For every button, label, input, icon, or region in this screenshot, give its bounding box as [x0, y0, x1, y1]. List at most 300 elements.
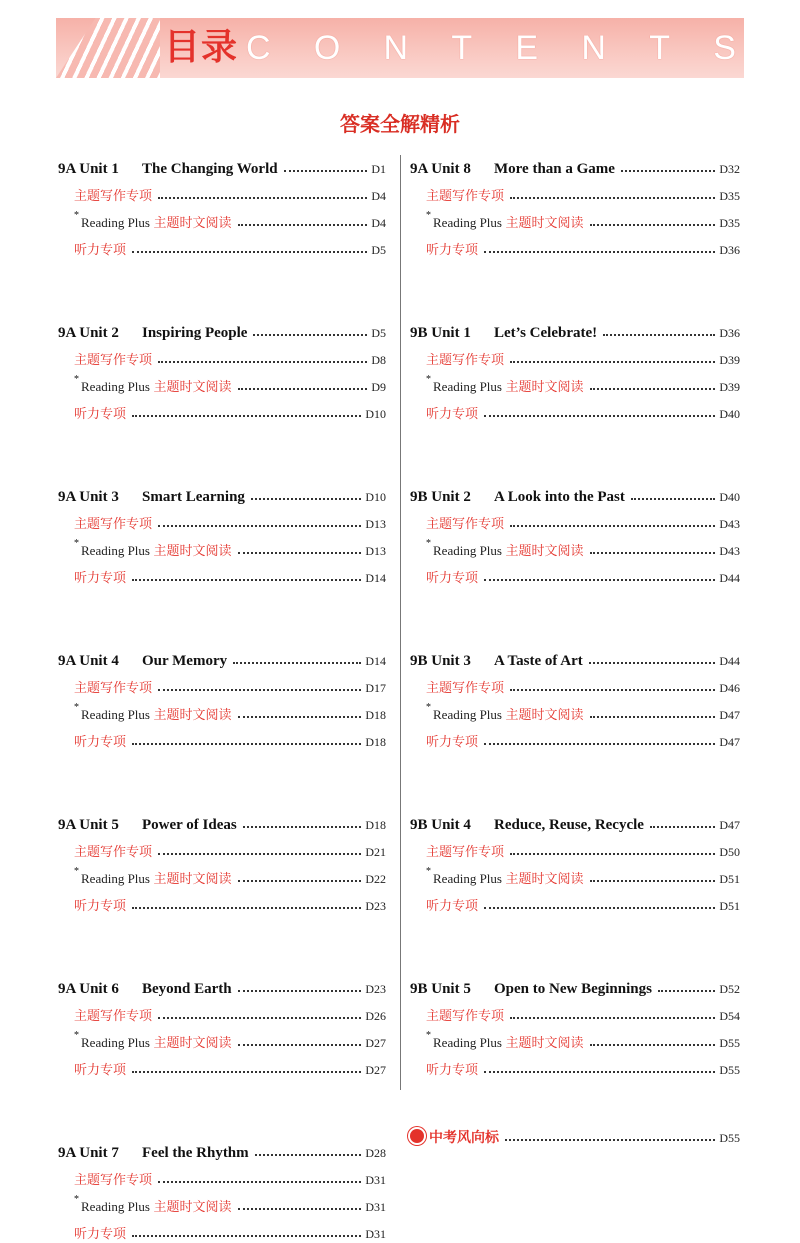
- listening-row-label: [74, 1223, 126, 1243]
- dot-leader: [590, 388, 716, 390]
- page-number: D31: [365, 1200, 386, 1214]
- unit-row-label: [410, 653, 583, 670]
- unit-row[interactable]: [410, 642, 740, 670]
- unit-row[interactable]: [58, 1134, 386, 1162]
- listening-row-label: [426, 731, 478, 751]
- reading-topic-label: 主题时文阅读: [153, 872, 232, 887]
- writing-row-label: [74, 513, 152, 533]
- listening-label: 听力专项: [74, 899, 127, 914]
- dot-leader: [158, 525, 361, 527]
- page-number: D26: [365, 1009, 386, 1023]
- unit-row-label: [58, 817, 237, 834]
- dot-leader: [510, 689, 715, 691]
- reading-row-label: [426, 868, 584, 888]
- star-mark: *: [426, 702, 431, 713]
- unit-row[interactable]: [58, 970, 386, 998]
- writing-row[interactable]: [410, 998, 740, 1025]
- listening-row-label: [74, 895, 126, 915]
- unit-title: Inspiring People: [142, 325, 248, 341]
- unit-code: 9B Unit 4: [410, 817, 471, 833]
- unit-spacer: [410, 259, 740, 314]
- listening-row[interactable]: [58, 724, 386, 751]
- unit-title: A Taste of Art: [494, 653, 583, 669]
- page-number: D43: [719, 517, 740, 531]
- unit-entry: [410, 478, 740, 587]
- listening-row[interactable]: [410, 888, 740, 915]
- unit-spacer: [410, 423, 740, 478]
- reading-row[interactable]: [410, 1025, 740, 1052]
- unit-code: 9B Unit 1: [410, 325, 471, 341]
- unit-row-label: [410, 161, 615, 178]
- reading-row-label: [426, 704, 584, 724]
- reading-topic-label: 主题时文阅读: [505, 380, 584, 395]
- writing-label: 主题写作专项: [74, 681, 153, 696]
- page-number: D51: [719, 899, 740, 913]
- dot-leader: [132, 251, 367, 253]
- listening-label: 听力专项: [74, 1063, 127, 1078]
- unit-row[interactable]: [410, 478, 740, 506]
- page-number: D51: [719, 872, 740, 886]
- dot-leader: [238, 1044, 362, 1046]
- dot-leader: [505, 1139, 715, 1141]
- listening-row[interactable]: [58, 888, 386, 915]
- unit-title: Let’s Celebrate!: [494, 325, 598, 341]
- page-number: D10: [365, 407, 386, 421]
- star-mark: *: [74, 374, 79, 385]
- listening-label: 听力专项: [426, 243, 479, 258]
- dot-leader: [590, 880, 716, 882]
- reading-topic-label: 主题时文阅读: [153, 1200, 232, 1215]
- dot-leader: [510, 197, 715, 199]
- page-number: D39: [719, 380, 740, 394]
- page-number: D44: [719, 654, 740, 668]
- unit-row[interactable]: [58, 806, 386, 834]
- page-number: D50: [719, 845, 740, 859]
- dot-leader: [621, 170, 715, 172]
- listening-label: 听力专项: [426, 407, 479, 422]
- page-number: D32: [719, 162, 740, 176]
- writing-row[interactable]: [58, 670, 386, 697]
- reading-topic-label: 主题时文阅读: [153, 216, 232, 231]
- writing-row-label: [426, 349, 504, 369]
- dot-leader: [510, 361, 715, 363]
- unit-code: 9A Unit 5: [58, 817, 119, 833]
- page-number: D4: [371, 216, 386, 230]
- page-number: D5: [371, 326, 386, 340]
- unit-row[interactable]: [410, 970, 740, 998]
- unit-code: 9B Unit 2: [410, 489, 471, 505]
- unit-row-label: [58, 325, 247, 342]
- page-number: D36: [719, 243, 740, 257]
- page-number: D27: [365, 1036, 386, 1050]
- contents-letter: N: [383, 28, 409, 67]
- unit-row-label: [410, 325, 597, 342]
- listening-row[interactable]: [58, 396, 386, 423]
- unit-row[interactable]: [410, 806, 740, 834]
- page-number: D18: [365, 708, 386, 722]
- reading-plus-label: Reading Plus: [81, 215, 150, 230]
- dot-leader: [238, 880, 362, 882]
- dot-leader: [238, 716, 362, 718]
- dot-leader: [484, 251, 715, 253]
- page-number: D1: [371, 162, 386, 176]
- reading-row[interactable]: [58, 369, 386, 396]
- dot-leader: [484, 743, 715, 745]
- unit-row-label: [410, 489, 625, 506]
- writing-row-label: [74, 1005, 152, 1025]
- writing-row-label: [426, 677, 504, 697]
- page-number: D44: [719, 571, 740, 585]
- page-number: D17: [365, 681, 386, 695]
- page-number: D14: [365, 654, 386, 668]
- unit-row-label: [58, 161, 278, 178]
- listening-row[interactable]: [58, 1052, 386, 1079]
- writing-row[interactable]: [410, 178, 740, 205]
- unit-row[interactable]: [58, 314, 386, 342]
- reading-topic-label: 主题时文阅读: [153, 380, 232, 395]
- page-number: D10: [365, 490, 386, 504]
- page-number: D55: [719, 1131, 740, 1145]
- dot-leader: [255, 1154, 362, 1156]
- unit-code: 9A Unit 6: [58, 981, 119, 997]
- listening-row[interactable]: [410, 560, 740, 587]
- listening-row-label: [74, 1059, 126, 1079]
- star-mark: *: [426, 374, 431, 385]
- page-number: D8: [371, 353, 386, 367]
- writing-row[interactable]: [58, 1162, 386, 1189]
- reading-plus-label: Reading Plus: [81, 1199, 150, 1214]
- unit-code: 9A Unit 4: [58, 653, 119, 669]
- page-number: D4: [371, 189, 386, 203]
- reading-row[interactable]: [410, 369, 740, 396]
- dot-leader: [238, 990, 362, 992]
- unit-title: Power of Ideas: [142, 817, 237, 833]
- page-number: D18: [365, 818, 386, 832]
- unit-entry: [58, 478, 386, 587]
- reading-plus-label: Reading Plus: [433, 1035, 502, 1050]
- unit-title: More than a Game: [494, 161, 615, 177]
- page-number: D22: [365, 872, 386, 886]
- unit-entry: [410, 970, 740, 1079]
- reading-plus-label: Reading Plus: [433, 215, 502, 230]
- listening-row[interactable]: [410, 232, 740, 259]
- unit-row[interactable]: [58, 150, 386, 178]
- dot-leader: [132, 1071, 361, 1073]
- reading-row[interactable]: [58, 205, 386, 232]
- reading-plus-label: Reading Plus: [433, 543, 502, 558]
- listening-row[interactable]: [58, 232, 386, 259]
- contents-letter: S: [713, 28, 736, 67]
- page-number: D39: [719, 353, 740, 367]
- page-number: D40: [719, 490, 740, 504]
- contents-letter: N: [581, 28, 606, 67]
- writing-row-label: [74, 1169, 152, 1189]
- writing-row[interactable]: [410, 342, 740, 369]
- listening-row-label: [426, 403, 478, 423]
- page-number: D47: [719, 708, 740, 722]
- reading-plus-label: Reading Plus: [81, 379, 150, 394]
- listening-row[interactable]: [58, 1216, 386, 1243]
- dot-leader: [158, 689, 361, 691]
- page-number: D36: [719, 326, 740, 340]
- listening-label: 听力专项: [74, 571, 127, 586]
- reading-row-label: [426, 540, 584, 560]
- star-mark: *: [74, 702, 79, 713]
- dot-leader: [590, 224, 716, 226]
- listening-row-label: [74, 403, 126, 423]
- reading-row[interactable]: [410, 533, 740, 560]
- unit-row[interactable]: [58, 642, 386, 670]
- writing-label: 主题写作专项: [74, 353, 153, 368]
- star-mark: *: [426, 866, 431, 877]
- writing-label: 主题写作专项: [426, 353, 505, 368]
- writing-row[interactable]: [410, 506, 740, 533]
- unit-row[interactable]: [58, 478, 386, 506]
- reading-row-label: [74, 376, 232, 396]
- reading-topic-label: 主题时文阅读: [153, 544, 232, 559]
- dot-leader: [238, 224, 368, 226]
- dot-leader: [132, 579, 361, 581]
- dot-leader: [510, 525, 715, 527]
- page-number: D9: [371, 380, 386, 394]
- unit-row-label: [410, 981, 652, 998]
- dot-leader: [484, 579, 715, 581]
- star-mark: *: [74, 1194, 79, 1205]
- unit-row-label: [58, 489, 245, 506]
- page-number: D31: [365, 1173, 386, 1187]
- unit-code: 9B Unit 3: [410, 653, 471, 669]
- reading-topic-label: 主题时文阅读: [505, 872, 584, 887]
- right-column: [410, 150, 740, 1147]
- dot-leader: [243, 826, 362, 828]
- writing-row-label: [74, 841, 152, 861]
- listening-label: 听力专项: [426, 1063, 479, 1078]
- writing-label: 主题写作专项: [426, 845, 505, 860]
- listening-label: 听力专项: [74, 407, 127, 422]
- listening-row[interactable]: [58, 560, 386, 587]
- dot-leader: [658, 990, 715, 992]
- unit-title: Smart Learning: [142, 489, 245, 505]
- writing-label: 主题写作专项: [74, 189, 153, 204]
- writing-label: 主题写作专项: [426, 517, 505, 532]
- writing-row[interactable]: [410, 834, 740, 861]
- contents-banner: [56, 18, 744, 78]
- writing-row[interactable]: [58, 506, 386, 533]
- writing-row-label: [426, 1005, 504, 1025]
- dot-leader: [631, 498, 715, 500]
- reading-row[interactable]: [410, 205, 740, 232]
- reading-row-label: [426, 1032, 584, 1052]
- listening-row-label: [426, 239, 478, 259]
- dot-leader: [590, 716, 716, 718]
- reading-row-label: [74, 540, 232, 560]
- reading-topic-label: 主题时文阅读: [153, 1036, 232, 1051]
- unit-entry: [58, 1134, 386, 1243]
- page-number: D21: [365, 845, 386, 859]
- reading-plus-label: Reading Plus: [433, 707, 502, 722]
- dot-leader: [158, 853, 361, 855]
- unit-entry: [58, 314, 386, 423]
- reading-row-label: [74, 1032, 232, 1052]
- dot-leader: [510, 853, 715, 855]
- listening-label: 听力专项: [426, 899, 479, 914]
- unit-row-label: [58, 981, 232, 998]
- listening-label: 听力专项: [74, 243, 127, 258]
- writing-label: 主题写作专项: [426, 189, 505, 204]
- listening-row-label: [74, 731, 126, 751]
- reading-row[interactable]: [410, 861, 740, 888]
- star-mark: *: [74, 538, 79, 549]
- reading-row-label: [74, 1196, 232, 1216]
- dot-leader: [158, 197, 367, 199]
- unit-entry: [58, 642, 386, 751]
- unit-spacer: [410, 1079, 740, 1119]
- unit-spacer: [410, 587, 740, 642]
- writing-label: 主题写作专项: [74, 845, 153, 860]
- writing-row[interactable]: [58, 342, 386, 369]
- dot-leader: [158, 1181, 361, 1183]
- page-number: D31: [365, 1227, 386, 1241]
- page-number: D18: [365, 735, 386, 749]
- unit-title: Reduce, Reuse, Recycle: [494, 817, 644, 833]
- unit-entry: [410, 642, 740, 751]
- listening-row[interactable]: [410, 724, 740, 751]
- star-mark: *: [426, 538, 431, 549]
- page-number: D27: [365, 1063, 386, 1077]
- unit-code: 9A Unit 3: [58, 489, 119, 505]
- contents-letter: C: [246, 28, 271, 67]
- banner-title: 目录: [164, 27, 239, 68]
- page-number: D46: [719, 681, 740, 695]
- page-number: D40: [719, 407, 740, 421]
- page-number: D28: [365, 1146, 386, 1160]
- star-mark: *: [74, 1030, 79, 1041]
- unit-title: Our Memory: [142, 653, 228, 669]
- listening-label: 听力专项: [74, 735, 127, 750]
- reading-row[interactable]: [58, 697, 386, 724]
- contents-letter: E: [515, 28, 539, 67]
- page-number: D13: [365, 544, 386, 558]
- dot-leader: [484, 415, 715, 417]
- listening-row-label: [426, 895, 478, 915]
- dot-leader: [158, 361, 367, 363]
- unit-entry: [58, 970, 386, 1079]
- section-heading: 答案全解精析: [340, 112, 460, 136]
- unit-row-label: [58, 1145, 249, 1162]
- reading-plus-label: Reading Plus: [81, 1035, 150, 1050]
- writing-row[interactable]: [410, 670, 740, 697]
- contents-letter: T: [649, 28, 670, 67]
- star-mark: *: [74, 210, 79, 221]
- dot-leader: [238, 388, 368, 390]
- reading-plus-label: Reading Plus: [81, 707, 150, 722]
- dot-leader: [590, 552, 716, 554]
- page-number: D35: [719, 189, 740, 203]
- writing-row-label: [74, 677, 152, 697]
- reading-row-label: [426, 212, 584, 232]
- star-mark: *: [426, 210, 431, 221]
- reading-row[interactable]: [58, 1189, 386, 1216]
- reading-topic-label: 主题时文阅读: [153, 708, 232, 723]
- unit-code: 9B Unit 5: [410, 981, 471, 997]
- dot-leader: [158, 1017, 361, 1019]
- unit-spacer: [58, 1079, 386, 1134]
- unit-row[interactable]: [410, 150, 740, 178]
- writing-row-label: [74, 185, 152, 205]
- dot-leader: [132, 907, 361, 909]
- writing-label: 主题写作专项: [426, 1009, 505, 1024]
- reading-plus-label: Reading Plus: [81, 871, 150, 886]
- page-number: D14: [365, 571, 386, 585]
- page-number: D13: [365, 517, 386, 531]
- reading-row[interactable]: [58, 1025, 386, 1052]
- unit-spacer: [410, 751, 740, 806]
- star-mark: *: [74, 866, 79, 877]
- dot-leader: [132, 743, 361, 745]
- unit-spacer: [58, 259, 386, 314]
- dot-leader: [589, 662, 716, 664]
- unit-code: 9A Unit 7: [58, 1145, 119, 1161]
- page-number: D35: [719, 216, 740, 230]
- dot-leader: [284, 170, 368, 172]
- writing-row[interactable]: [58, 998, 386, 1025]
- unit-title: Beyond Earth: [142, 981, 232, 997]
- writing-label: 主题写作专项: [426, 681, 505, 696]
- banner-stripes: [56, 18, 160, 78]
- page-number: D55: [719, 1036, 740, 1050]
- page-number: D47: [719, 818, 740, 832]
- dot-leader: [484, 907, 715, 909]
- unit-entry: [58, 806, 386, 915]
- unit-entry: [58, 150, 386, 259]
- star-mark: *: [426, 1030, 431, 1041]
- dot-leader: [484, 1071, 715, 1073]
- writing-row-label: [426, 513, 504, 533]
- writing-row-label: [426, 185, 504, 205]
- unit-spacer: [58, 587, 386, 642]
- banner-contents-word: [246, 18, 736, 78]
- listening-row-label: [74, 239, 126, 259]
- writing-label: 主题写作专项: [74, 1173, 153, 1188]
- listening-row[interactable]: [410, 396, 740, 423]
- unit-title: A Look into the Past: [494, 489, 625, 505]
- reading-row[interactable]: [58, 533, 386, 560]
- dot-leader: [650, 826, 715, 828]
- unit-code: 9A Unit 2: [58, 325, 119, 341]
- reading-row-label: [426, 376, 584, 396]
- dot-leader: [132, 1235, 361, 1237]
- listening-row-label: [426, 1059, 478, 1079]
- final-row[interactable]: [410, 1119, 740, 1147]
- writing-row[interactable]: [58, 834, 386, 861]
- listening-label: 听力专项: [426, 571, 479, 586]
- reading-row[interactable]: [58, 861, 386, 888]
- listening-row[interactable]: [410, 1052, 740, 1079]
- sun-emblem-icon: [410, 1129, 424, 1143]
- writing-row[interactable]: [58, 178, 386, 205]
- writing-label: 主题写作专项: [74, 1009, 153, 1024]
- dot-leader: [253, 334, 367, 336]
- unit-spacer: [58, 751, 386, 806]
- reading-row[interactable]: [410, 697, 740, 724]
- unit-row[interactable]: [410, 314, 740, 342]
- unit-entry: [410, 150, 740, 259]
- dot-leader: [238, 552, 362, 554]
- unit-code: 9A Unit 8: [410, 161, 471, 177]
- dot-leader: [251, 498, 361, 500]
- reading-topic-label: 主题时文阅读: [505, 544, 584, 559]
- unit-title: The Changing World: [142, 161, 278, 177]
